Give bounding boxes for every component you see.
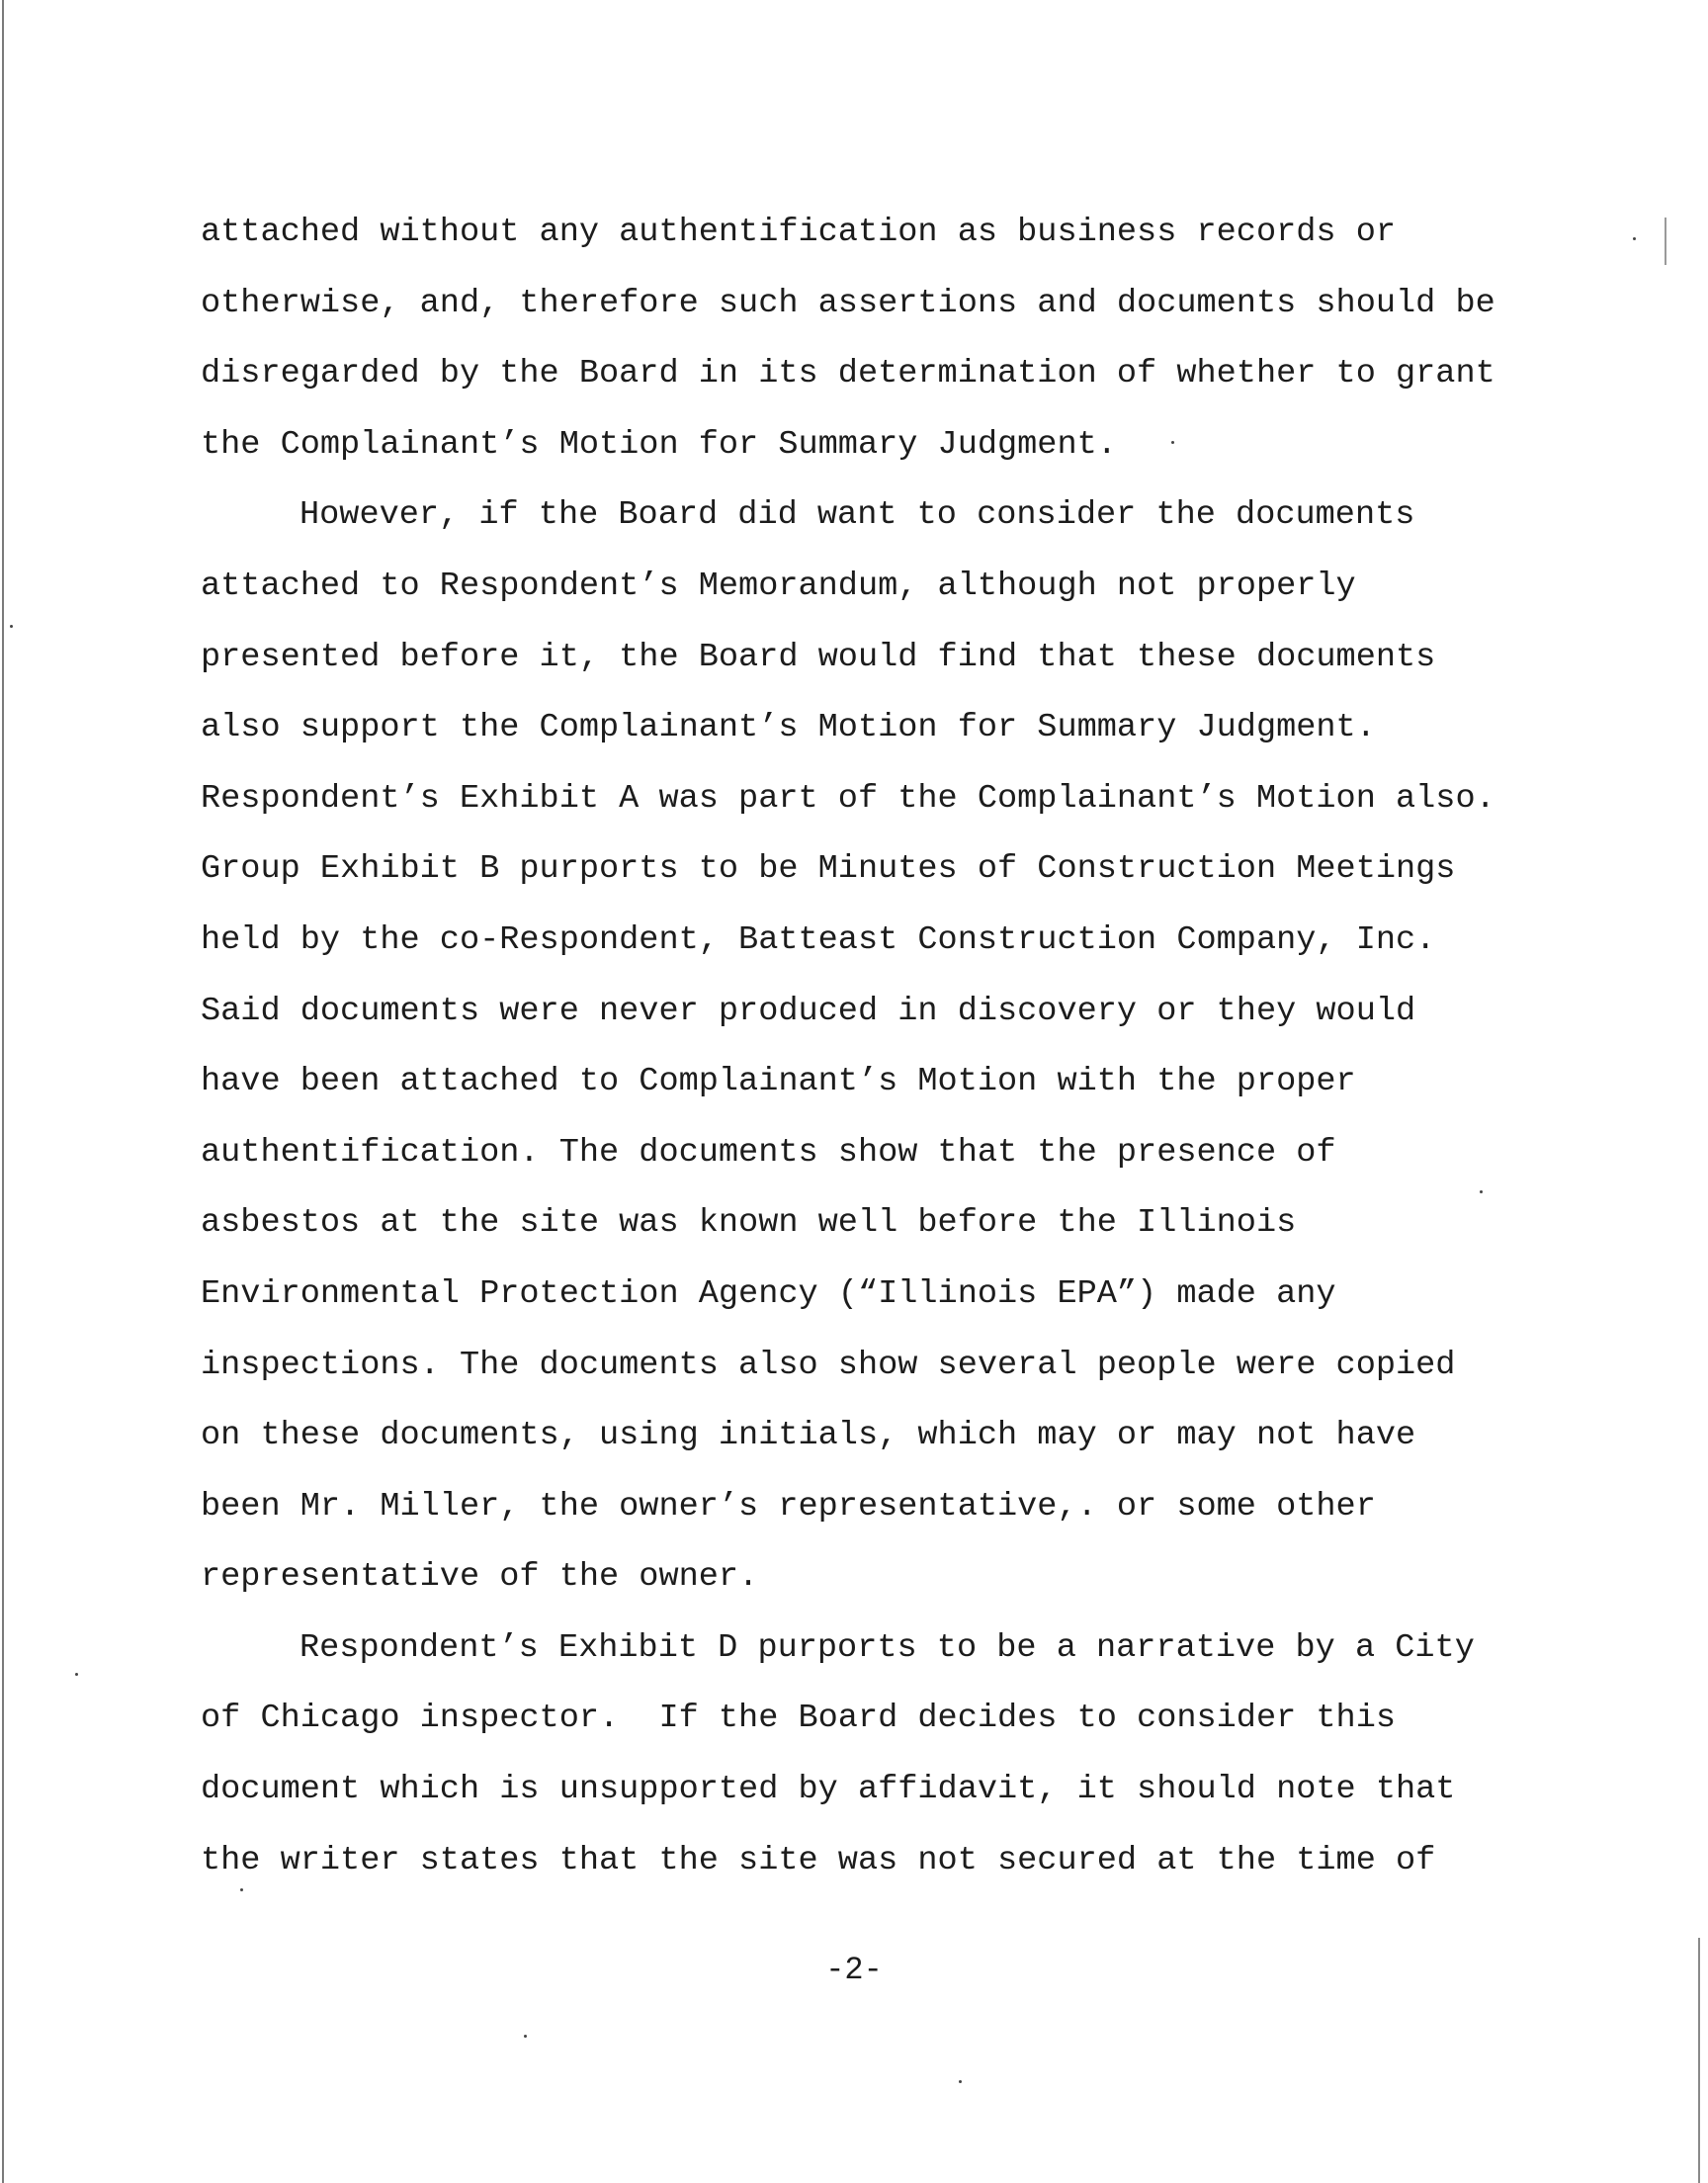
- paragraph-3: [201, 1614, 1545, 1896]
- text-line: the Complainant’s Motion for Summary Judgment.: [201, 425, 1117, 464]
- text-line: the writer states that the site was not secured at the time of: [201, 1841, 1436, 1879]
- scan-speck: [524, 2035, 527, 2038]
- text-line: otherwise, and, therefore such assertions and documents should be: [201, 284, 1495, 322]
- text-line: have been attached to Complainant’s Motion with the proper: [201, 1063, 1356, 1101]
- scan-speck: [1171, 441, 1174, 444]
- text-line: Environmental Protection Agency (“Illinois EPA”) made any: [201, 1274, 1336, 1313]
- text-line: on these documents, using initials, which may or may not have: [201, 1417, 1416, 1455]
- scan-speck: [240, 1888, 243, 1891]
- text-line: held by the co-Respondent, Batteast Construction Company, Inc.: [201, 920, 1436, 959]
- text-line: attached without any authentification as business records or: [201, 214, 1397, 251]
- text-line: document which is unsupported by affidavit, it should note that: [201, 1771, 1456, 1809]
- text-line: inspections. The documents also show several people were copied: [201, 1346, 1456, 1384]
- text-line: Respondent’s Exhibit D purports to be a narrative by a City: [299, 1628, 1475, 1667]
- text-line: However, if the Board did want to consider the documents: [299, 496, 1415, 535]
- text-line: been Mr. Miller, the owner’s representative,. or some other: [201, 1487, 1376, 1526]
- text-line: Respondent’s Exhibit A was part of the Complainant’s Motion also.: [201, 779, 1495, 818]
- scan-speck: [959, 2080, 962, 2083]
- page-number: -2-: [825, 1952, 883, 1988]
- scan-speck: [1633, 237, 1636, 240]
- text-line: representative of the owner.: [201, 1558, 759, 1597]
- scan-edge-left: [2, 0, 4, 2183]
- text-line: of Chicago inspector. If the Board decides to consider this: [201, 1700, 1397, 1738]
- text-line: Said documents were never produced in discovery or they would: [201, 992, 1416, 1030]
- scan-edge-mark: [1665, 218, 1666, 265]
- text-line: disregarded by the Board in its determination of whether to grant: [201, 355, 1495, 393]
- scan-speck: [1480, 1190, 1483, 1193]
- text-line: authentification. The documents show that the presence of: [201, 1133, 1336, 1172]
- body-text: [201, 198, 1545, 1896]
- text-line: Group Exhibit B purports to be Minutes of Construction Meetings: [201, 850, 1456, 889]
- text-line: attached to Respondent’s Memorandum, although not properly: [201, 567, 1356, 605]
- scan-speck: [10, 625, 13, 628]
- paragraph-2: [201, 480, 1545, 1614]
- text-line: asbestos at the site was known well before the Illinois: [201, 1204, 1297, 1243]
- paragraph-1: [201, 198, 1545, 480]
- text-line: presented before it, the Board would find that these documents: [201, 638, 1436, 676]
- text-line: also support the Complainant’s Motion for Summary Judgment.: [201, 709, 1376, 747]
- scan-speck: [75, 1673, 78, 1676]
